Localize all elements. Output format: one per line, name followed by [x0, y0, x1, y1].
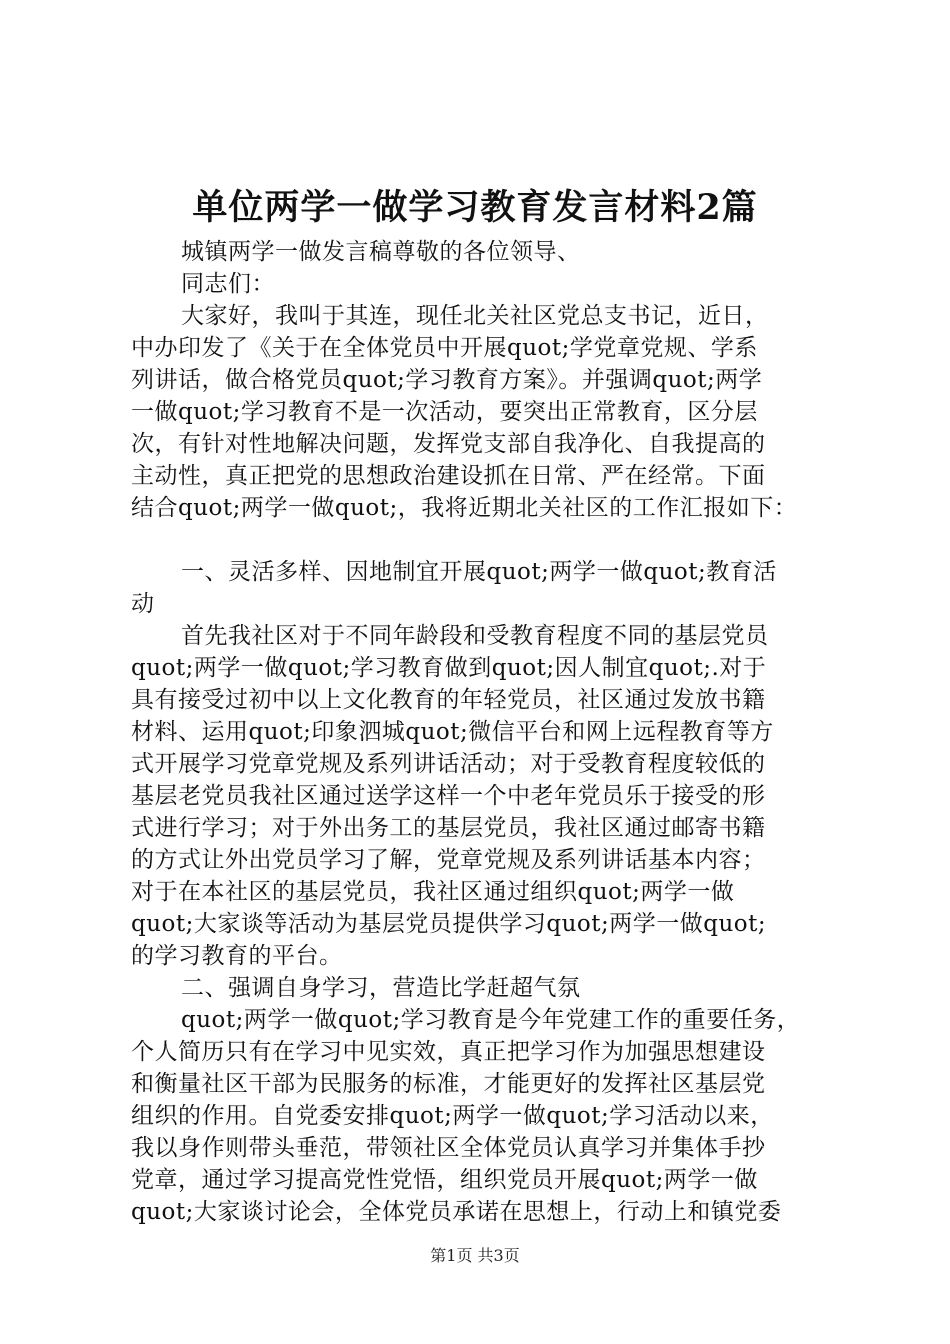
text-line: 一做quot;学习教育不是一次活动，要突出正常教育，区分层 — [131, 399, 758, 425]
text-line: 次，有针对性地解决问题，发挥党支部自我净化、自我提高的 — [131, 431, 766, 457]
text-line: quot;两学一做quot;学习教育做到quot;因人制宜quot;.对于 — [131, 655, 767, 681]
text-line: 一、灵活多样、因地制宜开展quot;两学一做quot;教育活 — [181, 559, 777, 585]
text-line: 党章，通过学习提高党性党悟，组织党员开展quot;两学一做 — [131, 1167, 758, 1193]
text-line: 个人简历只有在学习中见实效，真正把学习作为加强思想建设 — [131, 1039, 766, 1065]
text-line: 组织的作用。自党委安排quot;两学一做quot;学习活动以来， — [131, 1103, 774, 1129]
text-line: 结合quot;两学一做quot;，我将近期北关社区的工作汇报如下： — [131, 495, 798, 521]
text-line: 城镇两学一做发言稿尊敬的各位领导、 — [181, 239, 581, 265]
text-line: quot;大家谈等活动为基层党员提供学习quot;两学一做quot; — [131, 911, 767, 937]
document-body — [131, 236, 831, 1228]
text-line: 对于在本社区的基层党员，我社区通过组织quot;两学一做 — [131, 879, 735, 905]
document-title: 单位两学一做学习教育发言材料2篇 — [192, 187, 758, 228]
page-number: 第1页 共3页 — [430, 1246, 520, 1265]
text-line: 二、强调自身学习，营造比学赶超气氛 — [181, 975, 581, 1001]
text-line: 主动性，真正把党的思想政治建设抓在日常、严在经常。下面 — [131, 463, 766, 489]
text-line: 的方式让外出党员学习了解，党章党规及系列讲话基本内容； — [131, 847, 766, 873]
text-line: 同志们： — [181, 271, 275, 297]
text-line: quot;大家谈讨论会，全体党员承诺在思想上，行动上和镇党委 — [131, 1199, 782, 1225]
text-line: 中办印发了《关于在全体党员中开展quot;学党章党规、学系 — [131, 335, 758, 361]
text-line: 我以身作则带头垂范，带领社区全体党员认真学习并集体手抄 — [131, 1135, 766, 1161]
blank-line — [131, 524, 831, 556]
text-line: 大家好，我叫于其连，现任北关社区党总支书记，近日， — [181, 303, 769, 329]
text-line: 具有接受过初中以上文化教育的年轻党员，社区通过发放书籍 — [131, 687, 766, 713]
text-line: 式进行学习；对于外出务工的基层党员，我社区通过邮寄书籍 — [131, 815, 766, 841]
text-line: 式开展学习党章党规及系列讲话活动；对于受教育程度较低的 — [131, 751, 766, 777]
text-line: 列讲话，做合格党员quot;学习教育方案》。并强调quot;两学 — [131, 367, 763, 393]
text-line: 的学习教育的平台。 — [131, 943, 343, 969]
text-line: 基层老党员我社区通过送学这样一个中老年党员乐于接受的形 — [131, 783, 766, 809]
text-line: quot;两学一做quot;学习教育是今年党建工作的重要任务， — [181, 1007, 801, 1033]
text-line: 和衡量社区干部为民服务的标准，才能更好的发挥社区基层党 — [131, 1071, 766, 1097]
text-line: 材料、运用quot;印象泗城quot;微信平台和网上远程教育等方 — [131, 719, 774, 745]
text-line: 动 — [131, 591, 155, 617]
text-line: 首先我社区对于不同年龄段和受教育程度不同的基层党员 — [181, 623, 769, 649]
